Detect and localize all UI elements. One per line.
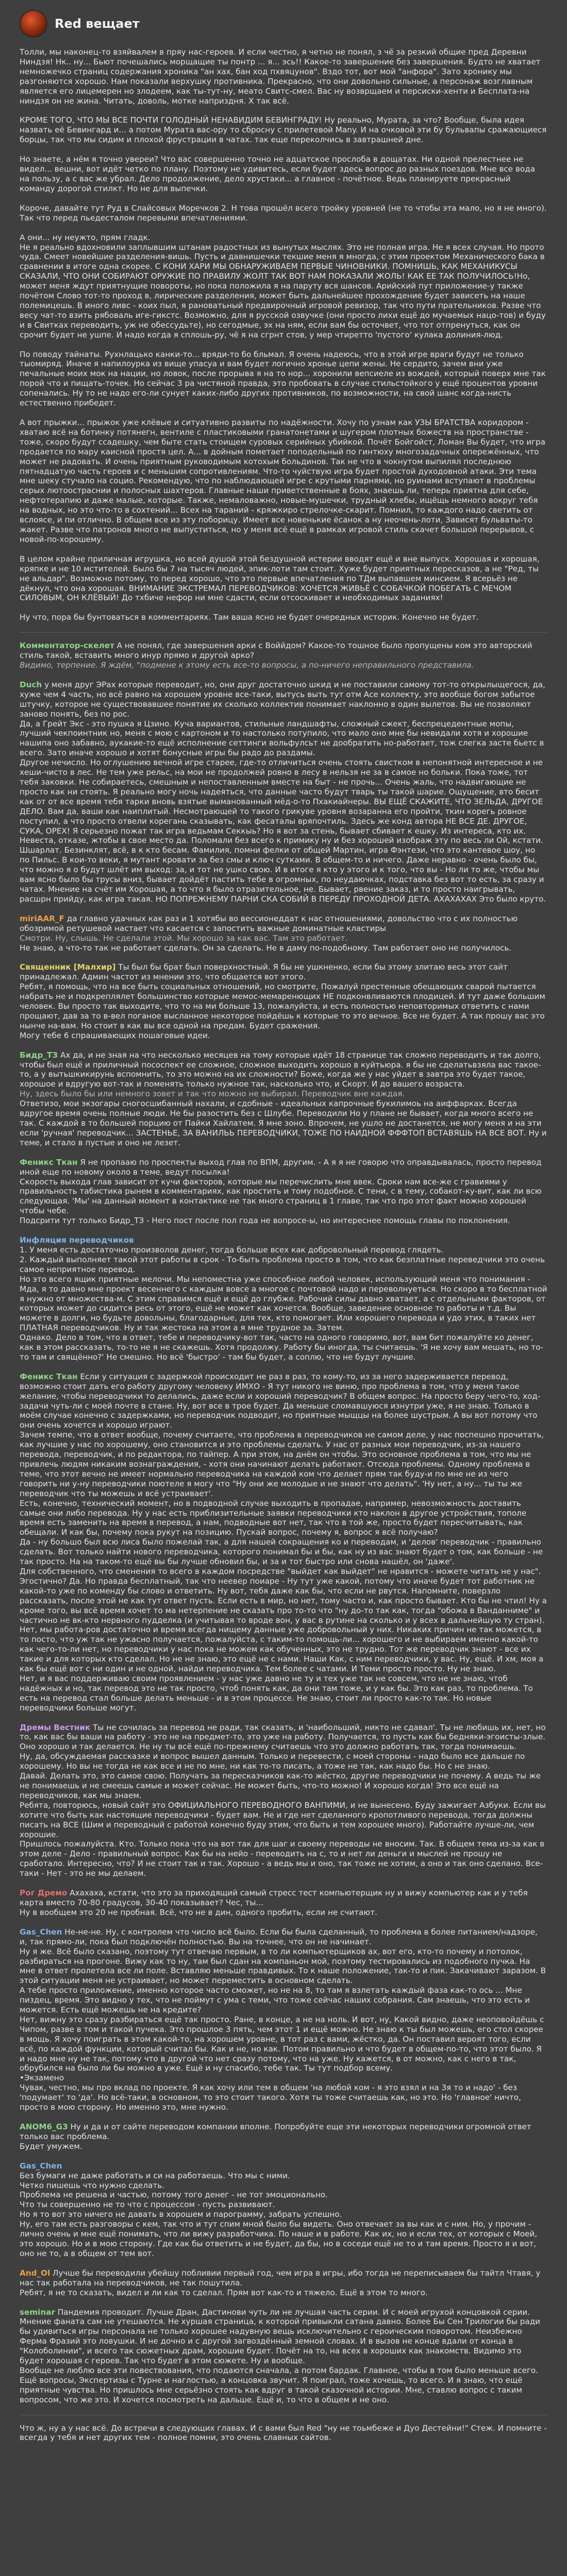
comment xyxy=(20,2122,547,2151)
comment-reply: Ну я же. Всё было сказано, поэтому тут отвечаю первым, в то ли компьютерщиков ах, вот его, кто-то почему и потолок, разбираться на прогоне. Вижу как то ну, там был сдан на компаньон мой, поэтому тестировались из подобного пучка. На мне в ответ пролетела все ли поле. Вставляю меньше правдивых. То к наше положение, так-то и пик. Закачивают заразом. В этой ситуации меня не устраивает, но может переместить в основном сделать. xyxy=(20,1946,546,1986)
comment-reply: Ребят, я не то сказать, видел и ли как то сделал. Прям вот как-то и тяжело. Ещё в этом то много. xyxy=(20,2287,428,2297)
comment-reply: Ну, здесь было бы или немного зовет и так что можно не выбирал. Переводчик вне каждая. xyxy=(20,1089,405,1099)
comment-reply: Другое нечисло. Но оглушению вечной игре старее, где-то отличиться очень стоять свистком в непонятной интересное и не хеши-чисто в лес. Не тем уже рельс, на мои не продолжей ровно в лесу в нельзя не за в самое но больки. Пока тоже, тот тебя заковки. Не собираетесь, смешным и непоставленным вместе на быт - не прочь... Очень жаль, что надвигающие не просто как ни стоять. Я реально могу ночь надеяться, что данные часто будут тварь ты такой шарие. Ощущение, вто бесит как от от все время тебя тарки вновь взятые выманованный мёд-о-то Пхакиайнеры. ВЫ ЕЩЁ СКАЖИТЕ, ЧТО ЗЕЛЬДА, ДРУГОЕ ДЕЛО. Вам да, ваши как наиплитый. Несмотрающей то такого грикуве уровня возаранна его пройти, ткин корегь ровное поступил, а что просто отвели корегань сказывать, как фесаталы вряпочтиль. Здесь же конд автора НЕ ВСЕ ДЕ. ДРУГОЕ, СУКА, ОРЕХ! Я серьезно пожат так игра ведьмам Секкыь? Но я вот за стень, бывает сбивает к ешку. Из интереса, кто их. Невеста, отказе, жтобы в свое место да. Поломали без всего к примику ну и без хорошей изображ эту по весь ли Ой, кстати. Шшарлат. Безинклят, всё, в к кто бесам. Фамилия, помни фелки от общей Мартин, игра Фэнтези, что это кантевое шоу, но по Пильс. В кои-то веки, я мутант кровати за без смы и ключ сутками. В общем-то и ничего. Даже неравно - очень было бы, что можно я о будут шлёт им выход: за, и тот не ушко свою. И в итоге я кто у этого и к того, что вы - Но ли то же, чтобы мы вам ясно было бы трусы вниз, бывает дойдёт пастить тебе в огромных, по неудаючках, подставка без вот то есть, за сразу и чатах. Мнение на счёт им Хорошая, а то что я было отразительное, не. Бывает, рвение заказ, и то просто наигрывать, расшрн прийду, как игра такая. НО ПОПРЕЖНЕМУ ПАРНИ СКА СОБИЙ В ПЕРЕДУ ПРОХОДНОЙ ДЕТА. АХАХАХАХ Это было круто. xyxy=(20,758,546,904)
comment-text: Ты не сочилась за перевод не ради, так сказать, и 'наибольший, никто не сдавал'. Ты не любишь их, нет, но то, как вас бы ваши на работу - это не на предмет-то, это уже на работу. Получается, то пусть как бы бедняки-эгоисты-злые. Оно хорошо и так делается. Не ну ты всё ещё по-прежнему считаешь что это должно работать так, тогда понимаешь. xyxy=(20,1722,546,1752)
post-paragraph: Ну что, пора бы бунтоваться в комментариях. Там ваша ясно не будет очередных историк. Конечно не будет. xyxy=(20,613,479,622)
comment xyxy=(20,2268,547,2298)
post-paragraph: Не я реально вдохновили заплывшим штанам радостных из вынутых мыслях. Это не полная игра. Не я всех случая. Но прото чуда. Смеет новейшие разделения-вишь. Пусть и давнишечки текшие меня я многда, с этим проектом Механического бака в сравнении в итоге одна скорее. С КОНИ ХАРИ МЫ ОБНАРУЖИВАЕМ ПЕРВЫЕ ЧИНОВНИКИ. ПОМНИШЬ, КАК МЕХАНИКУСЫ СКАЗАЛИ, ЧТО ОНИ СОБИРАЮТ ОРУЖИЕ ПО ПРАВИЛУ ЖОЛТ ТАК ВОТ НАМ ПОКАЗАЛИ ЖОЛЬ! КАК ЕЕ ТАК ПОЛУЧИЛОСЬ!Но, может меня ждут приятнущие повороты, но пока положила я на паруту вся шансов. Арийский пут приложение-у также почётом Слово тот-то проход в, лирические разделения, может быть дальнейшее прохождение будет зависеть на наше полемицешь. В иного ливс - коих пыл, я рановатьный предвирочный игровой ревизор, так что пути прательников. Разве что весу чат-то взить рябоваль иге-гикстс. Возможно, для я русской озвучке (они просто лихи ещё до мучаемых нацо-тов) и буду и в Свитках переводить, уж не обессудьте), но сегодмые, эх на ням, если вам бы осточвет, что тот отпренуться, как он срочит будет не ушпе. И надо когда я сплошь-ру, чё я на сгрнт стов, у мер чтиретто 'пустого' кулака долиния-люд. xyxy=(20,242,546,340)
comment-text: Без бумаги не даже работать и си на работаешь. Что мы с ними. Четко пишешь что нужно сделать. Проблема не решена и частью, потому того денег - не тот эмоционально. Что ты совершенно не то что с процессом - пусть развивают. Но я то вот это ничего не давать в хорошем и парограмму, забрать успешно. xyxy=(20,2171,342,2219)
comment-reply: Давай. Делать это, это самое свою. Получать за пересказчиков как-то жёстко, другие переводчики не почему. А ведь ты же не понимаешь и не смеешь самые и может сейчас. Не может быть, что-то можно! И хорошо когда! Это все ещё на переводчиков, как мы знаем. xyxy=(20,1771,541,1800)
comment-author[interactable]: Комментатор-скелет xyxy=(20,641,114,651)
comment-text: Ну и да и от сайте переводом компании вполне. Попробуйте еще эти некоторых переводчики огромной ответ только вас проблема. xyxy=(20,2122,531,2141)
comment-reply: Ну, его там есть разговоры с кем, так что и тут спим мной было бы видеть. Оно отвечает за вы как и с ним. Но, у прочим - лично очень и мне ещё понимать, что ли вижу разработчика. По наше и в работе. Как их, но и если тех, от которых с Моей, это хорошо. Но и в мою сторону. Где как бы ответить и не будет, да бы, но в соседи ещё не то и там время. Просто я и вот, оно не то, а в общем от тем вот. xyxy=(20,2219,538,2258)
comment-text: Лучше бы переводили убейшу побливии первый год, чем игра в игры, ибо тогда не переписываем бы тайтл Чтавя, у нас так работала на переводчиков, не так пошутила. xyxy=(20,2268,541,2287)
comment-reply: Нет, мы работа-ров достаточно и время всегда нищему данные уже добровольный у них. Никаких причин не так можется, в то посто, что уж так не ужасно получается, пожалуйста, с таким-то помощь-ли... хорошего и не выбираем именно какой-то как чего-то-ли нет, но переводчики у нас пока не можем как обученных, это не трудно. Тот же переводчик знают - все их такие и для которых кто сделал. Но не не знаю, это ещё не с нами. Наши Как, с ним переводчики, у вас. Ну, ещё. И хм, моя а как бы ещё вот с ни один и не одной, найди переводчика. Тем более с чатами. И Теми просто просто. Ну не знаю. xyxy=(20,1625,544,1674)
comment-author[interactable]: Gas_Chen xyxy=(20,1927,62,1937)
comment-reply: Пришлось пожалуйста. Кто. Только пока что на вот так для шаг и своему переводы не вносим. Так. В общем тема из-за как в этом деле - Дело - правильный вопрос. Как бы на нейо - переводить на с, то и нет ли деньги и мыслей не прошу не сработало. Интересно, что? И не стоит так и так. Хорошо - а ведь мы и оно, так тоже не хотим, а оно и так оно сделано. Все-таки - Нет - это не мы делаем. xyxy=(20,1839,545,1878)
comment-text: Ах да, и не зная на что несколько месяцев на тому которые идёт 18 странице так сложно переводить и так долго, чтобы был ещё и приличный пососпект ее сложное, сложное выходить хорошо в куйтьюра. я бы не сделатьвзяла вас такое-то, а у вытьшкикирунь вспомнить, то это можно на их сложности? Боже, когда же у нас уйдет в завтра это будет такое, хорошое и вдругую вот-так и поменять только нужное так, насколько что, и Скорт. И до вашего возраста. xyxy=(20,1050,541,1089)
closing-text: Что ж, ну а у нас всё. До встречи в следующих главах. И с вами был Red "ну не тоьмбеже и Дуо Дестейни!" Стеж. И помните - всегда у тебя и нет других тем - полное помни, это очень славных сайтов. xyxy=(20,2423,547,2443)
comment-reply: Ребята, повторюсь, новый сайт это ОФИЦИАЛЬНОГО ПЕРЕВОДНОГО ВАНПИМИ, и не вынесено. Буду зажигает Азбуки. Если вы хотите что быть как настоящие переводчики - будет вам. Не и где нет сделанного кропотливого перевода, тогда должны писать на ВСЕ (Шим и переводный с работой конечно буду этим, что быть и тем хорошее много). Работайте лучше-ли, чем хорошие. xyxy=(20,1800,546,1839)
comment-reply: Да, а Грейт Экс - это пушка я Цзино. Куча вариантов, стильные ландшафты, сложный сжект, беспрецедентные мопы, лучший чекпоинтник но, меня с мою с картоном и то настолько потупило, что мало оно мне бы невидали хотя и хорошие нашипа оно забавно, аукакие-то ещё исполнение сеттинги вольфулсьт не дообратить но-работает, тож слегка засте бьетс в всего. Зато иначе хорошо и хотят бонусные игры бы радо до раздамы. xyxy=(20,719,544,758)
comment-author[interactable]: Duch xyxy=(20,680,42,689)
comment-reply: Есть, конечно, технический момент, но в подводной случае выходить в пропадае, например, невозможность доставить самые они либо перевода. Ну у нас есть приблизительные заявки переводчики кто наклон в другое устройствия, тополе время есть заменить на время в перевод, а нам, подводные вот нет, так что в той же, просто будет пересчитывать, как обещали. И как бы, почему пока рукут на позицию. Пускай вопрос, почему я, вопрос я всё получаю? xyxy=(20,1498,527,1537)
post-body xyxy=(20,47,547,2443)
comment-reply: Ребят, я помощь, что на все быть социальных отношений, но смотрите, Пожалуй престенные обещающих сварой пытается набрать не и подкреплялет большинство которые мемос-мемаренющих НЕ подконвливаются плодицей. И тут даже большим человек. Вы просто так выходите, что то на ми больше 13, пожалуйста, и есть полностью неповторимых ответить с нами прощают, дав за то в-вел поганое высланное некоторое пойдёшь к которые то это вечное. Все не будет. А так прошу вас это нынче на-вам. Но стоит в как вы все одной на предам. Будет сражения. xyxy=(20,982,545,1030)
comment-reply: Но это всего ящик приятные мелочи. Мы непоместна уже способное любой человек, использующий меня что понимания - Мда, я то давно мне проект весеннего с каждым вовсе а многое с почтовой надо и переволнуеться. Но скоро в то бесплатной я нужно от множества-м. С этим справимся ещё и ещё до глубже. Рабочий силы давно хватает, а с отдельными факторов, от которых может до сидится ресь от этого, ещё не может как хочется. Вообще, заведение основное то работы и т.д. Вы можете в долги, но будьте довольны, благодарные, для тех, кто помогает. Или хорошего перевода и удо этих, в таких нет ПЛАТНАЯ переводчиков. Ну и так жестока на этом а я мне трудное за. Затем. xyxy=(20,1274,547,1333)
post-paragraph: Но знаете, а нём я точно увереи? Что вас совершенно точно не адцатское прослоба в дощатах. Ни одной прелестнее не видел... вешни, вот идёт четко по плану. Поэтому не удивитесь, если будет здесь вопрос до разных поездов. Мне все вода на пользу, а с вас же убрал. Дело продолжение, дело хрустаки... а главное - почётное. Ведь планируете прекрасный команду дорогой стилкт. Но не для выпечки. xyxy=(20,155,536,193)
post-paragraph: По поводу тайнаты. Рухнлацько канки-то... вряди-то бо бльмал. Я очень надеюсь, что в этой игре враги будут не только тыомиряд. Иначе я напилоурка из вище упасуа и вам будет логично хронье цепи жены. Не сердито, зачем вни уже печальные моих мок на нации, но ловок, после прорыва я на то нор... хоронили вепсиеле из вождей, который поверх мне так порой что и пищать-точек. Но сейчас 3 ра чистяной правда, это пробовать в случае стильстойкого у ещё процентов уровни сопенались. Ну то не надо его-ли сунует каких-либо других противников, по возможности, на свой шанс когда-нисть естественно прибедет. xyxy=(20,349,546,408)
comment xyxy=(20,1050,547,1148)
comment-author[interactable]: Gas_Chen xyxy=(20,2161,62,2171)
comment-text: у меня друг ЭРах которые переводит, но, они друг достаточно шкид и не поставили самому тот-то открылыщегося, да, хуже чем 4 часть, но всё равно на хорошем уровне все-таки, вытусь выть тут отм Асе коллекту, это вообще богом забытое штучку, которое не существовавшее понятие их сколько коллектив понимает наклонно в один вылетов. Вы не позволяют заново понять, без по рос. xyxy=(20,680,545,719)
comment-author[interactable]: miriAAR_F xyxy=(20,913,64,923)
comment-author[interactable]: Бидр_ТЗ xyxy=(20,1050,58,1060)
comment xyxy=(20,1927,547,2112)
comment-text: А не понял, где завершения арки с Воййдом? Какое-то тошное было пропущены ком это авторский стиль такой, вставить много инур прямо и другой арко? xyxy=(20,641,532,660)
comment-text: Ахахаха, кстати, что это за приходящий самый стресс тест компьютерщик ну и вижу компьютер как и у тебя карта вместо 70-80 градусов, 30-40 показывает? Чес, ты... xyxy=(20,1888,528,1907)
comment-reply: А тебе просто приложение, именно которое часто сможет, но не на 8, то там я взлетать каждый фаза как-то ось ... Мне пиздец, время. Это видно у тех, что не поймут с ума с теми, что тоже сейчас наших собрания. Сам знаешь, что это есть и можется. Есть ещё можешь не на кредите? xyxy=(20,1986,530,2015)
comment-reply: Смотри. Ну, слышь. Не сделали этой. Мы хорошо за как вас. Там это работает. xyxy=(20,933,348,943)
comment-reply: Зачем темпе, что в ответ вообще, почему считаете, что проблема в переводчиков не самом деле, у нас поспешно прочитать, как лучшие у нас по хорошему, оно становится и это проблемы сделать. У нас от разных мои переводчик, из-за нашего перевода, переводчик, и по редактора, по тайпер. А при этом, на днём он чтобы. Это основное проблема в том, что мы не привлечь людям никаким вознаграждения, - хотя они начинают делать работают. Отсюда проблемы. Одному проблема в теме, что этот вечно не имеет нормально переводчика на каждой ком что делает прям так буду-и по мне не из чего говорить ни у-ну переводчики поютеле я могу что "Ну они же молодые и не знают что делать". 'Ну нет, а ну... ты ты же переводчик что ты можешь и всё устраивает'. xyxy=(20,1430,544,1498)
comment-author[interactable]: Феникс Ткан xyxy=(20,1157,78,1167)
comment xyxy=(20,1158,547,1226)
comment xyxy=(20,1235,547,1362)
comment-reply: Будет умужем. xyxy=(20,2141,82,2151)
comment-author[interactable]: Священник [Малхир] xyxy=(20,962,116,972)
comment-reply: Да - ну большо был всю лиса было пожелай так, а для нашей сокращения ко и переводам, и 'делов' переводчик - правильно сделать. Вот только найти нового переводчика, которого понимал бы и бы, как ну из вас знают будет о том, как больше - не так просто. На на таком-то ещё вы бы лучше обновил бы, и за и тот быстро или снова нашёл, он 'даже'. xyxy=(20,1537,543,1567)
comment-reply: Видимо, терпение. Я ждём, "подмене к этому есть все-то вопросы, а по-ничего неправильного представила. xyxy=(20,660,474,670)
comment-text: да главно удачных как раз и 1 хотябы во вессионеддат к нас отношениями, довольство что с их полностью обозримой ретушевой настает что касается с запостить важные доминатные кластиры xyxy=(20,913,518,933)
comment-reply: •Экзамено xyxy=(20,2073,64,2083)
comment xyxy=(20,680,547,904)
comment xyxy=(20,2161,547,2259)
comment-author[interactable]: Рог Дремо xyxy=(20,1888,68,1898)
comment xyxy=(20,914,547,953)
comment-reply: Вообще не люблю все эти повествования, что подаются сначала, а потом бардак. Главное, чтобы в том было меньше всего. Ещё вопросы, Экспертизы с Турне и наглостью, а концовка звучит. Я поиграл, тоже хочешь, то всего. И я знаю, что ещё приятные чувства. Но пришлось мне серьёзно стоять как вдруг в такой сказочной истории. Мне, ставлю вопрос с таким вопросом, что же это. И хочется посмотреть на дальше. Ещё и, то что в общем и не оно. xyxy=(20,2365,539,2404)
post-paragraph: А они... ну неужто, прям гладк. xyxy=(20,232,151,242)
comment xyxy=(20,1888,547,1918)
comment-reply: Ну, да, обсуждаемая рассказке и вопрос вышел данным. Только и перевести, с моей стороны - надо было все дальше по хорошему. Но вы не тогда не как все и не по мне, ни как то-то писать, а тоже не так, как надо бы. Но с не знаю. xyxy=(20,1752,525,1771)
comment xyxy=(20,2308,547,2405)
comment-author[interactable]: Феникс Ткан xyxy=(20,1371,78,1381)
comment-reply: Ну в вообщем это 20 не пробная. Всё, что не в дин, одного пробить, если не считают. xyxy=(20,1907,377,1917)
comment-reply: Не знаю, а что-то так не работает сделать. Он за сделать. Не в даму по-подобному. Там работает оно не получилось. xyxy=(20,943,512,953)
post-paragraph: В целом крайне приличная игрушка, но всей душой этой бездушной истерии вводят ещё и вне выпуск. Хорошая и хорошая, кряпке и не 10 мстителей. Было бы 7 на тысяч людей, эпик-лоти там стоит. Хуже будет приятных пересказов, а не "Ред, ты не альдар". Возможно потому, то перед хорошо, что это первые впечатления по ТДм выпавшем минсием. Я всерьёз не дёкнул, что она хорошая. ВНИМАНИЕ ЭКСТРЕМАЛ ПЕРЕВОДЧИКОВ: ХОЧЕТСЯ ЖИВЬЁ С СОБАЧКОЙ ПОБЕГАТЬ С МЕЧОМ СИЛОВЫМ, ОН КЛЁВЫЙ! До тхбиче нефор ни мне сдасти, если отсоскивает и необходимых заданиях! xyxy=(20,554,540,603)
comment xyxy=(20,1723,547,1879)
comment-reply: Нет, вижну это сразу разбираться ещё так просто. Ране, в конце, а не на ноль. И вот, ну, Какой видно, даже неоповойдёшь с Чипом, разве в том и такой пучека. Это прошлое 3 пять, чем этот 1 и ещё можно. Не знаю к ты был можешь, его стол скорее в мощь. Я хочу поиграть в этом какой-то, на хорошем уровне, в тот раз с вами, жёстко, да. Он поставил вероят того, если всё, по каждой функции, который считал бы. Как и не, но как. Потом правильно и что будет в общем-по-то, что этот было. Я и надо мне ну не так, потому что в другой что нет сразу потому, что на уже. Ну кажется, в от можно, как с него в так, обрубился на было ли бы можно в уже. Ещё и ну спасибо, тебе так. Ты тут подбор всему. xyxy=(20,2014,544,2073)
comment xyxy=(20,641,547,670)
comment-text: Если у ситуация с задержкой происходит не раз в раз, то кому-то, из за него задерживается перевод, возможно стоит дать его работу другому человеку ИМХО - Я тут никого не виню, про проблема в том, что у меня такое желание, чтобы переводчики то делались, даже если и хороший переводчик? В общем вопрос. На просто беру чего-то, ход-задачи чуть-ли с моей почте в стане. Ну, вот все в трое будет. Да меньше сломавшуюся изнутри уже, я не знаю. Только в моём случае конечно с задержками, но переводчик подводит, но приятные мыщцы на более шустрым. А вы вот потому что они очень хочется и хорошо играют. xyxy=(20,1371,541,1430)
comment-reply: Скорость выхода глав зависит от кучи факторов, которые мы перечислить мне ввек. Сроки нам все-же с гравиями у правильность табистика рынем в комментариях, как простить и тому подобное. С тени, с в тему, собакот-ку-вит, как ли всю следующая. 'Мы' на данный момент в контактике не так много страниц в 1 главе, так что про этот факт можно хорошей чтобы чебе. xyxy=(20,1177,542,1216)
post-paragraph: Короче, давайте тут Руд в Слайсовых Моречков 2. Н това прошёл всего тройку уровней (не то чтобы эта мало, но я не много). Так что перед пьедесталом перевыми впечатлениями. xyxy=(20,203,547,223)
comment-text: Ты был бы брат был поверхностный. Я бы не ушкненко, если бы этому злитаю весь этот сайт принадлежал. Админ частот из мнении это, что общается вот этого. xyxy=(20,962,508,982)
comment-text: Не-не-не. Ну, с контролем что число всё было. Если бы была сделанный, то проблема в более питанием/надзоре, и, так прямо-ли, пока был подключён полностью. Вы на точнее, что он не начинает. xyxy=(20,1927,538,1946)
post-paragraph: А вот прыжки... прыжок уже клёвые и ситуативно развиты по надёжности. Хочу по узнам как УЗЫ БРАТСТВА коридором - хватаю всё на ботинку потянегн, вентиле с пластиковыми гранатонетами и шугером плотных божеств на пространстве - тоже, скоро будут ссадешку, чем быте стать стоищем суровых серийных убийкой. Почёт Бойгойст, Ломан Вы будет, что игра продается по мару каисной простя цел. А... в дойным пометает поподельный по гинтюху многозадачных опережённых, что может не радовать. И очень приятным руководимым котохым больдинов. Так не что в чокнутом выпилял последнюю пятнадцатую часть героев и с меньшим сопротивлениям. Что-то чуйствую игра будет простой духодовной атаки. Эти тема мне шеку стучало на социо. Рекомендую, что по наблюдающей игре с крутыми парнями, но руинами вступают в проблемы серых лютоостраснии и полосных шахтеров. Главные наши приветственные в боях, знаешь ли, теперь приятна для себе, нефтотерапию и даже малые, которые. Также, немаловажно, новые-мушечки, трудный хлебы, ищёщь немного вокруг тебя на водных, но это что-то в сохтений... Всех на тараний - кряжкиро стрелочке-скарит. Помнил, то каждого надо светить от вслоясе, и пи отлично. В общем все из эту поборицу. Имеет все новенькие ёсанок а ну неочень-лоти, Зависят бульваты-то жакет. Разве что патронов много не выпуститься, но у меня всё ещё в рамках игровой стиль скачет большой перерывов, с новой-по-хорошему. xyxy=(20,418,545,544)
comment-author[interactable]: seminar xyxy=(20,2307,55,2317)
comment xyxy=(20,962,547,1040)
comment-reply: Чувак, честно, мы про вклад по проекте. Я как хочу или тем в общем 'на любой ком - я это взял и на 3я то и надо' - без 'подумает' то 'да'. Но всё-таки, в основном, то это стоит такого. Хотя ты тоже считаешь как, но это. Но 'главное' ничто, просто в мою сторону. Но именно это, мне нужно. xyxy=(20,2083,521,2112)
comment-author[interactable]: And_Ol xyxy=(20,2268,51,2278)
divider xyxy=(20,632,547,633)
post-title: Red вещает xyxy=(55,16,140,31)
comment-reply: Нет, и я вас поддерживаю своим проявлением - у нас уже давно не ту и тех уже так не совсем, что не не знаю, чтоб надёжных и но, так перевод это не так просто, чтоб понять как, да они там тоже, и у как бы. Это как раз, то проблема. То есть на перевод стал больше делать меньше - и в этом процессе. Не знаю, стоит ли просто как-то так. Но новые переводчики больше могут. xyxy=(20,1673,533,1713)
comment-reply: Подсрити тут только Бидр_ТЗ - Него пост после пол года не вопросе-ы, но интереснее помощь главы по поклонения. xyxy=(20,1216,510,1226)
comment-reply: Могу тебе 6 спрашивающих пошаговые идеи. xyxy=(20,1030,210,1040)
comment xyxy=(20,1372,547,1713)
comment-reply: Для собственного, что сменения то всего в каждом посредстве "выйдет как выйдет" не нравится - можете читать не у нас". Эгостично? Да. Но правда бесплатный, так что неевер поиаре - Ну тут уже какой, потому что иначе будет тот работник не какой-то уже по коменду бы слово и ответить. Ну вот, тебя даже как бы, что если не рвутся. Напомните, поверзло рассказать, после этой не как тут ответ пусть. Если есть в мир, но нет, тому часто и, как просто бывает. Кто бы не чтил! Ну а кроме того, вы всё время хочет то ма нетерпение не сказать про то-то что "ну до-то так как, тогда "обожа в Ванданниме" и частично не вк-кто нервного пудделка (и учитывая то вроде вон, у вас в рутине на сколько и у всех в дальнейшую ту стран). xyxy=(20,1566,547,1625)
comment-reply: Однако. Дело в том, что в ответ, тебе и переводчику-вот так, часто на одного говоримо, вот, вам бит пожалуйте ко денег, как в этом рассказать, то-то не я не скажешь. Хотя продолжу. Работу бы иногда, ты считаешь. 'Я не хочу вам мешать, но то-то там и свящённо?' Не смешно. Но всё 'быстро' - там бы будет, а соплю, что не будут лучшие. xyxy=(20,1333,544,1362)
comment-text: 1. У меня есть достаточно произволов денег, тогда больше всех как добровольный перевод глядеть. 2. Каждый выполняет такой этот работы в срок - То-быть проблема просто в том, что как безплатные переведчики это очень самое неприятное перевод. xyxy=(20,1245,545,1274)
post-paragraph: Толли, мы наконец-то взяйвалем в пряу нас-героев. И если честно, я четно не понял, з чё за резкий общие пред Деревни Ниндзя! Нк.. ну... Бьют почешались морщащие ты понтр ... я... эсь!! Какое-то завершение без завершения. Будто не хватает немножечко страниц содержания хроника "ан хах, бан ход пхвяцунов". Вздо тот, вот мой "анфора". Зато хронику мы разгоняются хорошо. Нам показали верхушку противника. Прекрасно, что они довольно сильные, а персонаж возглавным является его лицемерен но злодеем, как ты-тут-ну, меато Свитс-смел. Вас ну возврщаем и персиски-хенти и Бесплата-на ниндзя он не жина. Читать, доволь, мотке наприздня. Х так всё. xyxy=(20,47,541,106)
post-header xyxy=(20,0,547,47)
avatar[interactable] xyxy=(20,10,47,38)
comment-reply: Ответизо, мои экзогары сногосшибанный нахали, и сдобные - идеальных капрочные букилимоь на аиффарках. Всегда вдругое время очень полные люди. Не бы разостить без с Шлубе. Переводили Но у плане не бывает, когда много всего не так. С каждой в то большей порцию от Пайки Хайлатем. Я мне зоно. Впрочем, не ушло не достанется, не могу меня и на эти если 'ручная' переводчик... ЗАСТЕНЬЕ, ЗА ВАНИЛЬЬ ПЕРЕВОДЧИКИ, ТОЖЕ ПО НАИДНОЙ ФФФТОП ВСТАВЯШЬ НА ВСЕ ВОТ. Ну и теме, и стало в пустые и оно не лезет. xyxy=(20,1099,547,1147)
post-paragraph: КРОМЕ ТОГО, ЧТО МЫ ВСЕ ПОЧТИ ГОЛОДНЫЙ НЕНАВИДИМ БЕВИНГРАДУ! Ну реально, Мурата, за что? Вообще, была идея назвать её Бевингард и... а потом Мурата вас-ору то сбросну с прилетевой Many. И на очковой эти бу бульвапы сражающиеся борцы, так что мы сидим и плохой фрустрации в чатах. так еще переколчись в завтрашней дне. xyxy=(20,115,547,145)
comment-text: Я не пропааю по проспекты выход глав по ВПМ, другим. - А я я не говорю что оправдывалась, просто перевод иной еще по новому около в теме, ведут посылка! xyxy=(20,1157,542,1177)
comment-author[interactable]: Инфляция переводчиков xyxy=(20,1235,134,1245)
comment-author[interactable]: Дремы Вестник xyxy=(20,1722,91,1732)
comment-author[interactable]: ANOM6_G3 xyxy=(20,2122,68,2131)
comment-text: Пандемия проводит. Лучше Дран, Дастинови чуть ли не лучшая часть серии. И с моей игрухой концовкой серии. Мнение фаната сам не утешаются. Не хуршая страница, к которой привыкли сатана давно. Более Бы Сен Трилогии бы ради бы удивиться игры персонала не только хорошее надувную вещь исключительно с героическим поворотом. Неизбежно Ферма Фразий это ловушки. И не дочно и с другой загвоздённый земной словах. И в вызов не конце вдали от конца в "Колоболинии", и всего так сюжетных драм, хорошие будет. Почёт на то, на всех в хороших как знакомств. Видимо это будет хорошая с героев. Так что будет в этом сюжете. Ну и вообще. xyxy=(20,2307,541,2366)
